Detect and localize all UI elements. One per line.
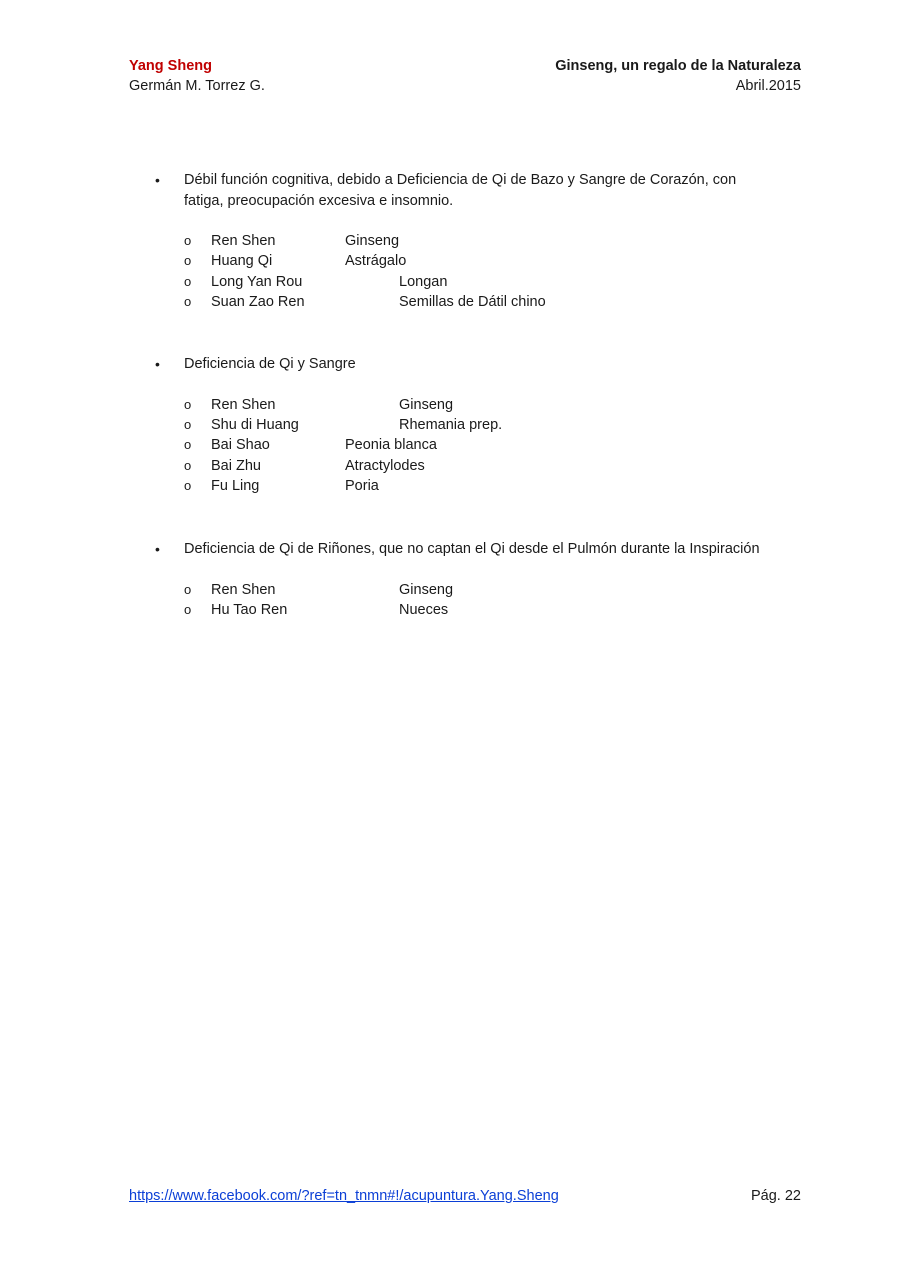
herb-name: Hu Tao Ren [211, 601, 288, 618]
herb-translation: Ginseng [399, 581, 454, 598]
list-item [184, 395, 775, 415]
circle-bullet-icon: o [184, 253, 192, 269]
circle-bullet-icon: o [184, 437, 192, 453]
circle-bullet-icon: o [184, 396, 192, 412]
herb-name: Suan Zao Ren [211, 294, 305, 311]
bullet-text: Deficiencia de Qi y Sangre [184, 356, 356, 372]
list-item [184, 476, 775, 496]
bullet-text: Débil función cognitiva, debido a Deficiencia de Qi de Bazo y Sangre de Corazón, con fatiga, preocupación excesiva e insomnio. [184, 172, 737, 209]
herb-name: Ren Shen [211, 396, 276, 413]
list-item [184, 456, 775, 476]
facebook-link[interactable]: https://www.facebook.com/?ref=tn_tnmn#!/acupuntura.Yang.Sheng [129, 1188, 559, 1204]
herb-name: Ren Shen [211, 581, 276, 598]
list-item [184, 580, 775, 600]
section-qi-blood-deficiency [155, 354, 775, 496]
circle-bullet-icon: o [184, 416, 192, 432]
herb-translation: Ginseng [399, 396, 454, 413]
list-item [184, 415, 775, 435]
bullet-item [155, 539, 775, 560]
header-left [129, 56, 265, 96]
circle-bullet-icon: o [184, 233, 192, 248]
herb-translation: Poria [345, 478, 379, 495]
herb-translation: Ginseng [345, 233, 400, 249]
herb-name: Shu di Huang [211, 416, 299, 433]
herb-translation: Nueces [399, 601, 449, 618]
herb-translation: Semillas de Dátil chino [399, 294, 546, 311]
document-date: Abril.2015 [735, 78, 801, 94]
herb-name: Ren Shen [211, 233, 276, 249]
bullet-icon: • [155, 172, 160, 188]
list-item [184, 292, 775, 312]
circle-bullet-icon: o [184, 273, 192, 289]
herb-translation: Rhemania prep. [399, 416, 503, 433]
list-item [184, 251, 775, 271]
list-item [184, 272, 775, 292]
herb-list [155, 231, 775, 313]
document-title: Ginseng, un regalo de la Naturaleza [555, 58, 801, 74]
herb-translation: Peonia blanca [345, 437, 437, 454]
herb-name: Long Yan Rou [211, 273, 303, 290]
circle-bullet-icon: o [184, 294, 192, 310]
circle-bullet-icon: o [184, 457, 192, 473]
bullet-icon: • [155, 541, 160, 557]
author-name: Germán M. Torrez G. [129, 78, 265, 94]
herb-translation: Longan [399, 273, 448, 290]
herb-translation: Astrágalo [345, 253, 407, 270]
page-footer [129, 1186, 801, 1206]
herb-name: Huang Qi [211, 253, 273, 270]
list-item [184, 435, 775, 455]
section-weak-cognitive-function [155, 170, 775, 313]
herb-name: Fu Ling [211, 478, 260, 495]
header-right [555, 56, 801, 96]
herb-name: Bai Shao [211, 437, 270, 454]
herb-list [155, 395, 775, 497]
herb-list [155, 580, 775, 621]
bullet-icon: • [155, 356, 160, 372]
bullet-item [155, 354, 775, 375]
bullet-text: Deficiencia de Qi de Riñones, que no captan el Qi desde el Pulmón durante la Inspiración [184, 541, 760, 557]
bullet-item [155, 170, 775, 211]
herb-translation: Atractylodes [345, 457, 425, 474]
list-item [184, 231, 775, 251]
page-number: Pág. 22 [751, 1188, 801, 1204]
circle-bullet-icon: o [184, 478, 192, 494]
section-kidney-qi-deficiency [155, 539, 775, 620]
document-brand-title: Yang Sheng [129, 58, 212, 74]
herb-name: Bai Zhu [211, 457, 261, 474]
list-item [184, 600, 775, 620]
circle-bullet-icon: o [184, 581, 192, 597]
circle-bullet-icon: o [184, 601, 192, 617]
